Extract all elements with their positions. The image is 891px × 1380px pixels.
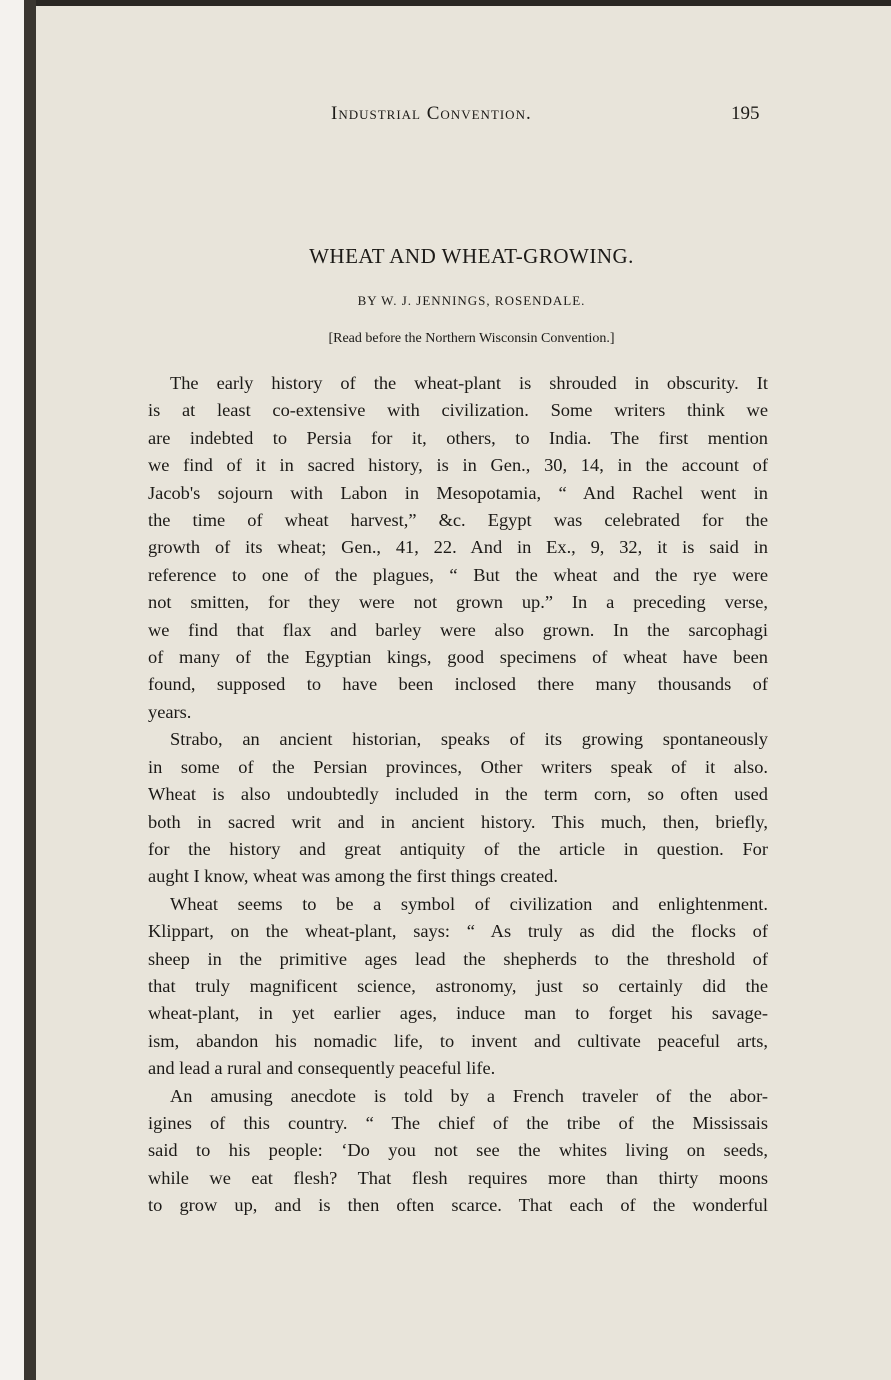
- paragraph: [148, 891, 768, 1083]
- text-line: and lead a rural and consequently peaceful life.: [148, 1058, 496, 1079]
- text-line: for the history and great antiquity of the article in question. For: [148, 838, 768, 859]
- text-line: said to his people: ‘Do you not see the whites living on seeds,: [148, 1140, 768, 1161]
- text-line: Strabo, an ancient historian, speaks of its growing spontaneously: [170, 729, 768, 750]
- text-line: sheep in the primitive ages lead the shepherds to the threshold of: [148, 948, 768, 969]
- text-line: ism, abandon his nomadic life, to invent and cultivate peaceful arts,: [148, 1030, 768, 1051]
- text-line: Wheat is also undoubtedly included in the term corn, so often used: [148, 784, 768, 805]
- article-note: [Read before the Northern Wisconsin Convention.]: [328, 331, 615, 346]
- text-line: found, supposed to have been inclosed there many thousands of: [148, 674, 768, 695]
- text-line: Wheat seems to be a symbol of civilization and enlightenment.: [170, 893, 768, 914]
- article-byline: BY W. J. JENNINGS, ROSENDALE.: [357, 293, 586, 308]
- text-line: not smitten, for they were not grown up.” In a preceding verse,: [148, 592, 768, 613]
- text-line: aught I know, wheat was among the first things created.: [148, 866, 558, 887]
- paragraph: [148, 726, 768, 890]
- text-line: that truly magnificent science, astronomy, just so certainly did the: [148, 975, 768, 996]
- article-body: [148, 370, 768, 1220]
- text-line: while we eat flesh? That flesh requires more than thirty moons: [148, 1167, 768, 1188]
- text-line: we find that flax and barley were also grown. In the sarcophagi: [148, 619, 768, 640]
- text-line: we find of it in sacred history, is in Gen., 30, 14, in the account of: [148, 455, 768, 476]
- scan-border-left: [0, 0, 36, 1380]
- text-line: are indebted to Persia for it, others, to India. The first mention: [148, 427, 768, 448]
- text-line: reference to one of the plagues, “ But the wheat and the rye were: [148, 564, 768, 585]
- text-line: the time of wheat harvest,” &c. Egypt was celebrated for the: [148, 510, 768, 531]
- text-line: The early history of the wheat-plant is shrouded in obscurity. It: [170, 373, 768, 393]
- text-line: both in sacred writ and in ancient history. This much, then, briefly,: [148, 811, 768, 832]
- text-line: to grow up, and is then often scarce. That each of the wonderful: [148, 1195, 768, 1216]
- article-title: WHEAT AND WHEAT-GROWING.: [309, 244, 634, 268]
- text-line: of many of the Egyptian kings, good specimens of wheat have been: [148, 647, 768, 668]
- text-line: igines of this country. “ The chief of the tribe of the Mississais: [148, 1112, 768, 1133]
- page-number: 195: [731, 103, 760, 124]
- text-line: Jacob's sojourn with Labon in Mesopotamia, “ And Rachel went in: [148, 482, 768, 503]
- paragraph: [148, 1083, 768, 1220]
- text-line: is at least co-extensive with civilization. Some writers think we: [148, 400, 768, 421]
- paragraph: [148, 370, 768, 726]
- text-line: growth of its wheat; Gen., 41, 22. And in Ex., 9, 32, it is said in: [148, 537, 768, 558]
- text-line: An amusing anecdote is told by a French traveler of the abor-: [170, 1085, 768, 1106]
- text-line: years.: [148, 701, 192, 722]
- book-page: [36, 6, 891, 1380]
- running-head: Industrial Convention.: [331, 103, 532, 124]
- text-line: Klippart, on the wheat-plant, says: “ As truly as did the flocks of: [148, 921, 768, 942]
- text-line: in some of the Persian provinces, Other writers speak of it also.: [148, 756, 768, 777]
- text-line: wheat-plant, in yet earlier ages, induce man to forget his savage-: [148, 1003, 768, 1024]
